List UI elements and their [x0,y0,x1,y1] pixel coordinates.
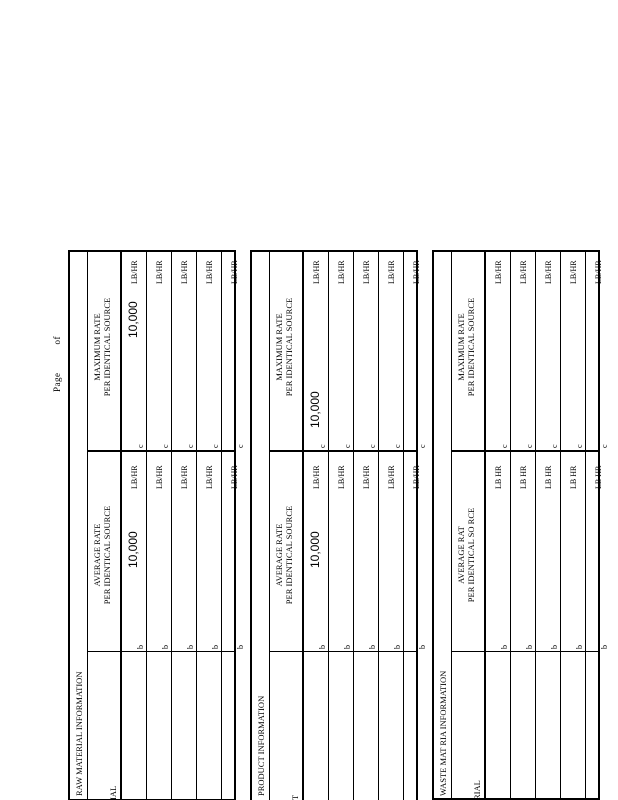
average-rate-unit: LB/HR [230,465,239,489]
table-row [197,250,222,800]
max-field-letter: c [600,444,609,448]
average-rate-unit: LB/HR [337,465,346,489]
table-row [172,250,197,800]
max-field-letter: c [186,444,195,448]
maximum-rate-unit: LB/HR [180,260,189,284]
average-rate-unit: LB/HR [205,465,214,489]
product-section [250,250,427,800]
maximum-rate-header: MAXIMUM RATE PER IDENTICAL SOURCE [92,297,112,397]
maximum-rate-unit: LB/HR [230,260,239,284]
max-field-letter: c [393,444,402,448]
avg-field-letter: b [550,645,559,649]
max-field-letter: c [161,444,170,448]
avg-field-letter: b [211,645,220,649]
table-row [147,250,172,800]
max-field-letter: c [136,444,145,448]
table-row [561,250,586,800]
max-field-letter: c [211,444,220,448]
max-field-letter: c [500,444,509,448]
maximum-rate-unit: LB/HR [362,260,371,284]
avg-field-letter: b [525,645,534,649]
maximum-rate-unit: LB/HR [312,260,321,284]
max-field-letter: c [525,444,534,448]
average-rate-unit: LB/HR [130,465,139,489]
avg-field-letter: b [236,645,245,649]
section-title: PRODUCT INFORMATION [252,250,270,800]
average-rate-unit: LB HR [569,465,578,489]
avg-field-letter: b [600,645,609,649]
max-field-letter: c [550,444,559,448]
table-row [379,250,404,800]
average-rate-unit: LB/HR [312,465,321,489]
average-rate-header: AVERAGE RATE PER IDENTICAL SOURCE [92,505,112,605]
header-row [452,250,486,800]
avg-field-letter: b [318,645,327,649]
rows [304,250,429,800]
average-rate-unit: LB/HR [180,465,189,489]
raw-material-section [68,250,245,800]
avg-field-letter: b [161,645,170,649]
header-row [88,250,122,800]
maximum-rate-unit: LB/HR [412,260,421,284]
avg-field-letter: b [500,645,509,649]
average-rate-input[interactable]: 10,000 [126,531,140,568]
maximum-rate-header: MAXIMUM RATE PER IDENTICAL SOURCE [274,297,294,397]
max-field-letter: c [418,444,427,448]
page-label-text: Page [52,372,62,392]
max-field-letter: c [236,444,245,448]
avg-field-letter: b [575,645,584,649]
avg-field-letter: b [368,645,377,649]
average-rate-unit: LB/HR [362,465,371,489]
page-of-text: of [52,336,62,345]
maximum-rate-unit: LB/HR [205,260,214,284]
avg-field-letter: b [418,645,427,649]
average-rate-input[interactable]: 10,000 [308,531,322,568]
rows [486,250,611,800]
max-field-letter: c [318,444,327,448]
average-rate-unit: LB HR [494,465,503,489]
maximum-rate-input[interactable]: 10,000 [308,391,322,428]
maximum-rate-unit: LB/HR [519,260,528,284]
maximum-rate-unit: LB/HR [544,260,553,284]
page-number-label [52,336,62,392]
material-column-header: IAL [108,785,118,800]
average-rate-unit: LB HR [594,465,603,489]
table-row [122,250,147,800]
table-row [536,250,561,800]
avg-field-letter: b [186,645,195,649]
maximum-rate-unit: LB/HR [569,260,578,284]
maximum-rate-input[interactable]: 10,000 [126,301,140,338]
maximum-rate-unit: LB/HR [594,260,603,284]
maximum-rate-unit: LB/HR [337,260,346,284]
maximum-rate-unit: LB/HR [494,260,503,284]
table-row [586,250,611,800]
average-rate-header: AVERAGE RATE PER IDENTICAL SOURCE [274,505,294,605]
table-row [329,250,354,800]
table-row [404,250,429,800]
table-row [222,250,247,800]
maximum-rate-unit: LB/HR [130,260,139,284]
table-row [354,250,379,800]
table-row [511,250,536,800]
maximum-rate-header: MAXIMUM RATE PER IDENTICAL SOURCE [456,297,476,397]
max-field-letter: c [343,444,352,448]
max-field-letter: c [575,444,584,448]
average-rate-unit: LB/HR [155,465,164,489]
product-column-header: T [290,794,300,800]
average-rate-unit: LB HR [544,465,553,489]
table-row [304,250,329,800]
average-rate-unit: LB/HR [387,465,396,489]
average-rate-unit: LB/HR [412,465,421,489]
waste-column-header: RIAL [472,780,482,800]
maximum-rate-unit: LB/HR [387,260,396,284]
average-rate-header: AVERAGE RAT PER IDENTICAL SO RCE [456,507,476,603]
avg-field-letter: b [343,645,352,649]
waste-material-section [432,250,609,800]
avg-field-letter: b [393,645,402,649]
rows [122,250,247,800]
header-row [270,250,304,800]
average-rate-unit: LB HR [519,465,528,489]
table-row [486,250,511,800]
maximum-rate-unit: LB/HR [155,260,164,284]
max-field-letter: c [368,444,377,448]
section-title: RAW MATERIAL INFORMATION [70,250,88,800]
avg-field-letter: b [136,645,145,649]
section-title: WASTE MAT RIA INFORMATION [434,250,452,800]
